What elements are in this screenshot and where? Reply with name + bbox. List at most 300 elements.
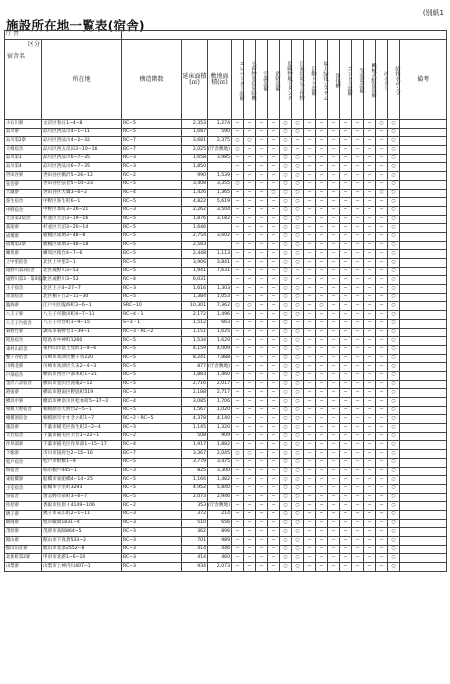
table-row xyxy=(5,259,447,268)
remarks-cell xyxy=(400,206,447,215)
equipment-mark: − xyxy=(376,563,388,572)
col-name xyxy=(5,40,42,120)
equipment-mark: − xyxy=(232,502,244,511)
col-septic: 浄化槽 xyxy=(328,40,340,120)
facility-structure: RC−4 xyxy=(122,276,182,285)
equipment-mark: − xyxy=(316,484,328,493)
col-gondola: ゴンドラ設備 xyxy=(340,40,352,120)
equipment-mark: − xyxy=(292,137,304,146)
equipment-mark: ○ xyxy=(280,232,292,241)
equipment-mark: − xyxy=(364,519,376,528)
equipment-mark: − xyxy=(304,250,316,259)
equipment-mark: − xyxy=(328,163,340,172)
equipment-mark: − xyxy=(316,319,328,328)
facility-name: 金沢八景宿舎 xyxy=(5,380,42,389)
equipment-mark: ○ xyxy=(292,415,304,424)
equipment-mark: − xyxy=(376,406,388,415)
equipment-mark: − xyxy=(364,328,376,337)
facility-address: 川崎市高津区久末2−4−3 xyxy=(42,363,122,372)
equipment-mark: − xyxy=(256,293,268,302)
facility-table xyxy=(4,30,447,572)
equipment-mark: − xyxy=(316,172,328,181)
equipment-mark: ○ xyxy=(388,120,400,129)
equipment-mark: ○ xyxy=(388,146,400,155)
equipment-mark: − xyxy=(232,259,244,268)
equipment-mark: − xyxy=(232,345,244,354)
equipment-mark: − xyxy=(304,128,316,137)
equipment-mark: − xyxy=(364,259,376,268)
equipment-mark: − xyxy=(256,128,268,137)
facility-name: 作草部寮 xyxy=(5,441,42,450)
facility-name: 松戸宿舎 xyxy=(5,458,42,467)
table-row xyxy=(5,528,447,537)
equipment-mark: − xyxy=(364,441,376,450)
equipment-mark: − xyxy=(352,519,364,528)
equipment-mark: − xyxy=(304,528,316,537)
remarks-cell xyxy=(400,293,447,302)
equipment-mark: − xyxy=(352,380,364,389)
equipment-mark: − xyxy=(304,198,316,207)
equipment-mark: − xyxy=(328,467,340,476)
equipment-mark: − xyxy=(244,458,256,467)
equipment-mark: − xyxy=(244,120,256,129)
equipment-mark: − xyxy=(316,206,328,215)
equipment-mark: ○ xyxy=(388,163,400,172)
equipment-mark: − xyxy=(268,467,280,476)
equipment-mark: − xyxy=(268,519,280,528)
equipment-mark: − xyxy=(256,519,268,528)
equipment-mark: ○ xyxy=(280,137,292,146)
equipment-mark: − xyxy=(328,528,340,537)
facility-address: 昭島市中神町1260 xyxy=(42,337,122,346)
facility-total-area: 1,567 xyxy=(182,406,208,415)
remarks-cell xyxy=(400,337,447,346)
equipment-mark: − xyxy=(328,120,340,129)
equipment-mark: − xyxy=(328,267,340,276)
equipment-mark: − xyxy=(244,345,256,354)
equipment-mark: − xyxy=(244,241,256,250)
equipment-mark: − xyxy=(268,198,280,207)
equipment-mark: − xyxy=(244,311,256,320)
equipment-mark: − xyxy=(244,528,256,537)
col-boiler: ボイラー xyxy=(376,40,388,120)
facility-total-area: 2,583 xyxy=(182,241,208,250)
facility-name: 王子宿舎 xyxy=(5,285,42,294)
table-row xyxy=(5,467,447,476)
equipment-mark: − xyxy=(364,354,376,363)
equipment-mark: − xyxy=(232,198,244,207)
equipment-mark: − xyxy=(304,293,316,302)
equipment-mark: − xyxy=(340,467,352,476)
facility-name: 弦巻寮 xyxy=(5,180,42,189)
facility-address: 江戸川区臨海町3−6−1 xyxy=(42,302,122,311)
equipment-mark: − xyxy=(304,337,316,346)
facility-total-area: 508 xyxy=(182,432,208,441)
equipment-mark: − xyxy=(340,198,352,207)
equipment-mark: − xyxy=(232,154,244,163)
equipment-mark: ○ xyxy=(292,502,304,511)
equipment-mark: − xyxy=(256,345,268,354)
equipment-mark: − xyxy=(256,328,268,337)
equipment-mark: ○ xyxy=(388,363,400,372)
equipment-mark: − xyxy=(244,432,256,441)
equipment-mark: − xyxy=(268,502,280,511)
equipment-mark: − xyxy=(232,467,244,476)
equipment-mark: − xyxy=(244,180,256,189)
equipment-mark: − xyxy=(340,502,352,511)
equipment-mark: − xyxy=(244,198,256,207)
equipment-mark: ○ xyxy=(292,224,304,233)
equipment-mark: − xyxy=(256,493,268,502)
table-row xyxy=(5,441,447,450)
facility-total-area: 3,779 xyxy=(182,458,208,467)
equipment-mark: − xyxy=(328,206,340,215)
equipment-mark: − xyxy=(352,502,364,511)
equipment-mark: ○ xyxy=(280,302,292,311)
equipment-mark: − xyxy=(328,189,340,198)
equipment-mark: − xyxy=(304,450,316,459)
equipment-mark: ○ xyxy=(280,563,292,572)
facility-structure: RC−3 xyxy=(122,554,182,563)
equipment-mark: − xyxy=(244,154,256,163)
facility-structure: RC−3 xyxy=(122,563,182,572)
facility-total-area: 414 xyxy=(182,554,208,563)
facility-address: 東村山市富士見町1−9−6 xyxy=(42,345,122,354)
name-header: 宿舎名 xyxy=(7,53,26,60)
equipment-mark: ○ xyxy=(292,406,304,415)
equipment-mark: ○ xyxy=(292,337,304,346)
remarks-cell xyxy=(400,163,447,172)
equipment-mark: − xyxy=(304,311,316,320)
equipment-mark: − xyxy=(340,337,352,346)
equipment-mark: − xyxy=(328,232,340,241)
facility-structure: RC−3 xyxy=(122,545,182,554)
equipment-mark: − xyxy=(268,224,280,233)
equipment-mark: − xyxy=(352,163,364,172)
facility-structure: RC−3 xyxy=(122,519,182,528)
equipment-mark: − xyxy=(244,519,256,528)
remarks-cell xyxy=(400,389,447,398)
facility-structure: RC−3 xyxy=(122,206,182,215)
equipment-mark: − xyxy=(244,441,256,450)
facility-structure: RC−5 xyxy=(122,259,182,268)
equipment-mark: − xyxy=(268,493,280,502)
equipment-mark: − xyxy=(268,424,280,433)
table-row xyxy=(5,424,447,433)
equipment-mark: ○ xyxy=(280,450,292,459)
equipment-mark: ○ xyxy=(388,328,400,337)
facility-structure: RC−3 xyxy=(122,154,182,163)
facility-structure: RC−5 xyxy=(122,354,182,363)
facility-total-area: 2,188 xyxy=(182,389,208,398)
col-address: 所在地 xyxy=(42,40,122,120)
equipment-mark: − xyxy=(244,537,256,546)
equipment-mark: − xyxy=(268,172,280,181)
equipment-mark: − xyxy=(352,363,364,372)
equipment-mark: − xyxy=(352,510,364,519)
equipment-mark: − xyxy=(316,285,328,294)
equipment-mark: ○ xyxy=(388,337,400,346)
equipment-mark: − xyxy=(340,319,352,328)
equipment-mark: − xyxy=(244,250,256,259)
equipment-mark: − xyxy=(376,450,388,459)
facility-site-area: 4,009 xyxy=(208,345,232,354)
remarks-cell xyxy=(400,406,447,415)
equipment-mark: − xyxy=(256,563,268,572)
equipment-mark: − xyxy=(316,458,328,467)
equipment-mark: − xyxy=(316,137,328,146)
equipment-mark: ○ xyxy=(268,189,280,198)
equipment-mark: − xyxy=(352,345,364,354)
equipment-mark: − xyxy=(364,345,376,354)
table-row xyxy=(5,502,447,511)
equipment-mark: − xyxy=(340,250,352,259)
equipment-mark: − xyxy=(304,302,316,311)
equipment-mark: − xyxy=(244,545,256,554)
equipment-mark: ○ xyxy=(280,406,292,415)
equipment-mark: ○ xyxy=(388,371,400,380)
equipment-mark: − xyxy=(376,285,388,294)
equipment-mark: ○ xyxy=(388,285,400,294)
remarks-cell xyxy=(400,432,447,441)
equipment-mark: − xyxy=(304,354,316,363)
equipment-mark: − xyxy=(352,215,364,224)
col-pump: 給排水ポンプ xyxy=(388,40,400,120)
facility-total-area: 2,353 xyxy=(182,120,208,129)
facility-total-area: 934 xyxy=(182,563,208,572)
equipment-mark: − xyxy=(304,154,316,163)
table-body xyxy=(5,120,447,572)
col-switchgear: 受変電設備 xyxy=(352,40,364,120)
equipment-mark: − xyxy=(304,467,316,476)
equipment-mark: − xyxy=(256,189,268,198)
equipment-mark: − xyxy=(256,502,268,511)
facility-name: 山梨寮 xyxy=(5,563,42,572)
facility-total-area: 510 xyxy=(182,519,208,528)
equipment-mark: − xyxy=(376,163,388,172)
equipment-mark: − xyxy=(340,484,352,493)
facility-site-area: 989 xyxy=(208,537,232,546)
equipment-mark: − xyxy=(340,311,352,320)
equipment-mark: ○ xyxy=(292,163,304,172)
col-remarks: 備考 xyxy=(400,40,447,120)
facility-name: 成増第2寮 xyxy=(5,241,42,250)
equipment-mark: − xyxy=(304,510,316,519)
equipment-mark: ○ xyxy=(292,345,304,354)
facility-site-area: 1,053 xyxy=(208,293,232,302)
facility-total-area: 8,241 xyxy=(182,354,208,363)
equipment-mark: − xyxy=(376,537,388,546)
equipment-mark: ○ xyxy=(292,154,304,163)
equipment-mark: − xyxy=(256,441,268,450)
table-row xyxy=(5,563,447,572)
equipment-mark: ○ xyxy=(292,120,304,129)
facility-total-area: 1,687 xyxy=(182,128,208,137)
equipment-mark: − xyxy=(376,467,388,476)
equipment-mark: − xyxy=(244,380,256,389)
facility-structure: RC−5 xyxy=(122,493,182,502)
equipment-mark: − xyxy=(376,458,388,467)
equipment-mark: − xyxy=(352,241,364,250)
equipment-mark: − xyxy=(232,267,244,276)
facility-total-area: 1,646 xyxy=(182,224,208,233)
col-total-area: 延床面積(㎡) xyxy=(182,40,208,120)
equipment-mark: − xyxy=(352,120,364,129)
remarks-cell xyxy=(400,441,447,450)
equipment-mark: − xyxy=(364,432,376,441)
equipment-mark: − xyxy=(256,424,268,433)
facility-name: 銚子寮 xyxy=(5,510,42,519)
equipment-mark: − xyxy=(316,267,328,276)
remarks-cell xyxy=(400,345,447,354)
equipment-mark: − xyxy=(340,285,352,294)
facility-total-area: 990 xyxy=(182,172,208,181)
facility-total-area: 3,681 xyxy=(182,137,208,146)
facility-structure: RC−7 xyxy=(122,137,182,146)
remarks-cell xyxy=(400,172,447,181)
equipment-mark: − xyxy=(304,172,316,181)
equipment-mark: ○ xyxy=(280,458,292,467)
equipment-mark: ○ xyxy=(388,441,400,450)
equipment-mark: ○ xyxy=(292,241,304,250)
facility-total-area: 1,850 xyxy=(182,163,208,172)
equipment-mark: − xyxy=(316,146,328,155)
equipment-mark: − xyxy=(304,285,316,294)
remarks-cell xyxy=(400,354,447,363)
equipment-mark: − xyxy=(316,528,328,537)
facility-total-area: 701 xyxy=(182,537,208,546)
facility-name: 飯岡寮 xyxy=(5,519,42,528)
equipment-mark: − xyxy=(256,267,268,276)
equipment-mark: − xyxy=(340,458,352,467)
equipment-mark: − xyxy=(268,276,280,285)
equipment-mark: − xyxy=(268,180,280,189)
facility-site-area: 3,300 xyxy=(208,467,232,476)
equipment-mark: − xyxy=(364,120,376,129)
table-row xyxy=(5,241,447,250)
equipment-mark: − xyxy=(364,380,376,389)
equipment-mark: ○ xyxy=(280,484,292,493)
equipment-mark: ○ xyxy=(292,215,304,224)
facility-address: 文京区春日1−4−8 xyxy=(42,120,122,129)
equipment-mark: − xyxy=(376,528,388,537)
facility-total-area: 4,952 xyxy=(182,484,208,493)
facility-address: 北区桐ヶ丘2−11−30 xyxy=(42,293,122,302)
remarks-cell xyxy=(400,554,447,563)
facility-address: 北区滝野川3−53 xyxy=(42,276,122,285)
equipment-mark: − xyxy=(244,319,256,328)
remarks-cell xyxy=(400,120,447,129)
equipment-mark: − xyxy=(352,371,364,380)
facility-total-area: 2,073 xyxy=(182,493,208,502)
equipment-mark: − xyxy=(316,354,328,363)
remarks-cell xyxy=(400,380,447,389)
equipment-mark: − xyxy=(232,354,244,363)
facility-address: 川崎市高津区蟹ヶ谷220 xyxy=(42,354,122,363)
equipment-mark: − xyxy=(232,432,244,441)
equipment-mark: − xyxy=(328,215,340,224)
equipment-mark: − xyxy=(316,120,328,129)
facility-address: 品川区西品川6−7−35 xyxy=(42,154,122,163)
table-row xyxy=(5,198,447,207)
equipment-mark: ○ xyxy=(244,137,256,146)
table-row xyxy=(5,267,447,276)
equipment-mark: ○ xyxy=(388,554,400,563)
equipment-mark: − xyxy=(256,224,268,233)
equipment-mark: − xyxy=(232,319,244,328)
equipment-mark: ○ xyxy=(292,389,304,398)
facility-total-area: 10,301 xyxy=(182,302,208,311)
facility-site-area: 2,045 xyxy=(208,450,232,459)
equipment-mark: ○ xyxy=(280,285,292,294)
equipment-mark: ○ xyxy=(280,371,292,380)
equipment-mark: − xyxy=(268,363,280,372)
equipment-mark: − xyxy=(340,519,352,528)
equipment-mark: − xyxy=(256,432,268,441)
equipment-mark: − xyxy=(256,554,268,563)
equipment-mark: − xyxy=(232,363,244,372)
equipment-mark: ○ xyxy=(280,528,292,537)
facility-name: 成増寮 xyxy=(5,232,42,241)
equipment-mark: − xyxy=(316,563,328,572)
equipment-mark: − xyxy=(376,215,388,224)
equipment-mark: − xyxy=(328,519,340,528)
equipment-mark: − xyxy=(340,137,352,146)
equipment-mark: − xyxy=(364,319,376,328)
equipment-mark: − xyxy=(232,250,244,259)
facility-structure: RC−2・RC−5 xyxy=(122,415,182,424)
equipment-mark: − xyxy=(268,337,280,346)
equipment-mark: − xyxy=(364,537,376,546)
equipment-mark: − xyxy=(352,458,364,467)
equipment-mark: − xyxy=(304,241,316,250)
equipment-mark: − xyxy=(340,120,352,129)
equipment-mark: − xyxy=(376,380,388,389)
facility-site-area xyxy=(208,241,232,250)
equipment-mark: − xyxy=(328,380,340,389)
equipment-mark: − xyxy=(304,502,316,511)
equipment-mark: − xyxy=(316,554,328,563)
equipment-mark: ○ xyxy=(280,415,292,424)
equipment-mark: − xyxy=(352,198,364,207)
facility-total-area: 3,408 xyxy=(182,180,208,189)
equipment-mark: − xyxy=(304,371,316,380)
facility-address: 北区上中里2−1 xyxy=(42,259,122,268)
table-row xyxy=(5,345,447,354)
facility-total-area: 1,384 xyxy=(182,293,208,302)
equipment-mark: ○ xyxy=(280,224,292,233)
equipment-mark: ○ xyxy=(388,345,400,354)
facility-name: 天台宿舎 xyxy=(5,432,42,441)
remarks-cell xyxy=(400,180,447,189)
equipment-mark: − xyxy=(376,250,388,259)
equipment-mark: − xyxy=(304,406,316,415)
equipment-mark: − xyxy=(328,458,340,467)
equipment-mark: − xyxy=(244,215,256,224)
equipment-mark: − xyxy=(304,545,316,554)
equipment-mark: ○ xyxy=(388,198,400,207)
equipment-mark: − xyxy=(256,215,268,224)
equipment-mark: − xyxy=(376,302,388,311)
equipment-mark: ○ xyxy=(280,146,292,155)
equipment-mark: − xyxy=(376,476,388,485)
equipment-mark: − xyxy=(352,137,364,146)
facility-site-area: 1,320 xyxy=(208,424,232,433)
equipment-mark: − xyxy=(376,545,388,554)
facility-structure: RC−5 xyxy=(122,345,182,354)
equipment-mark: − xyxy=(328,172,340,181)
equipment-mark: − xyxy=(268,450,280,459)
